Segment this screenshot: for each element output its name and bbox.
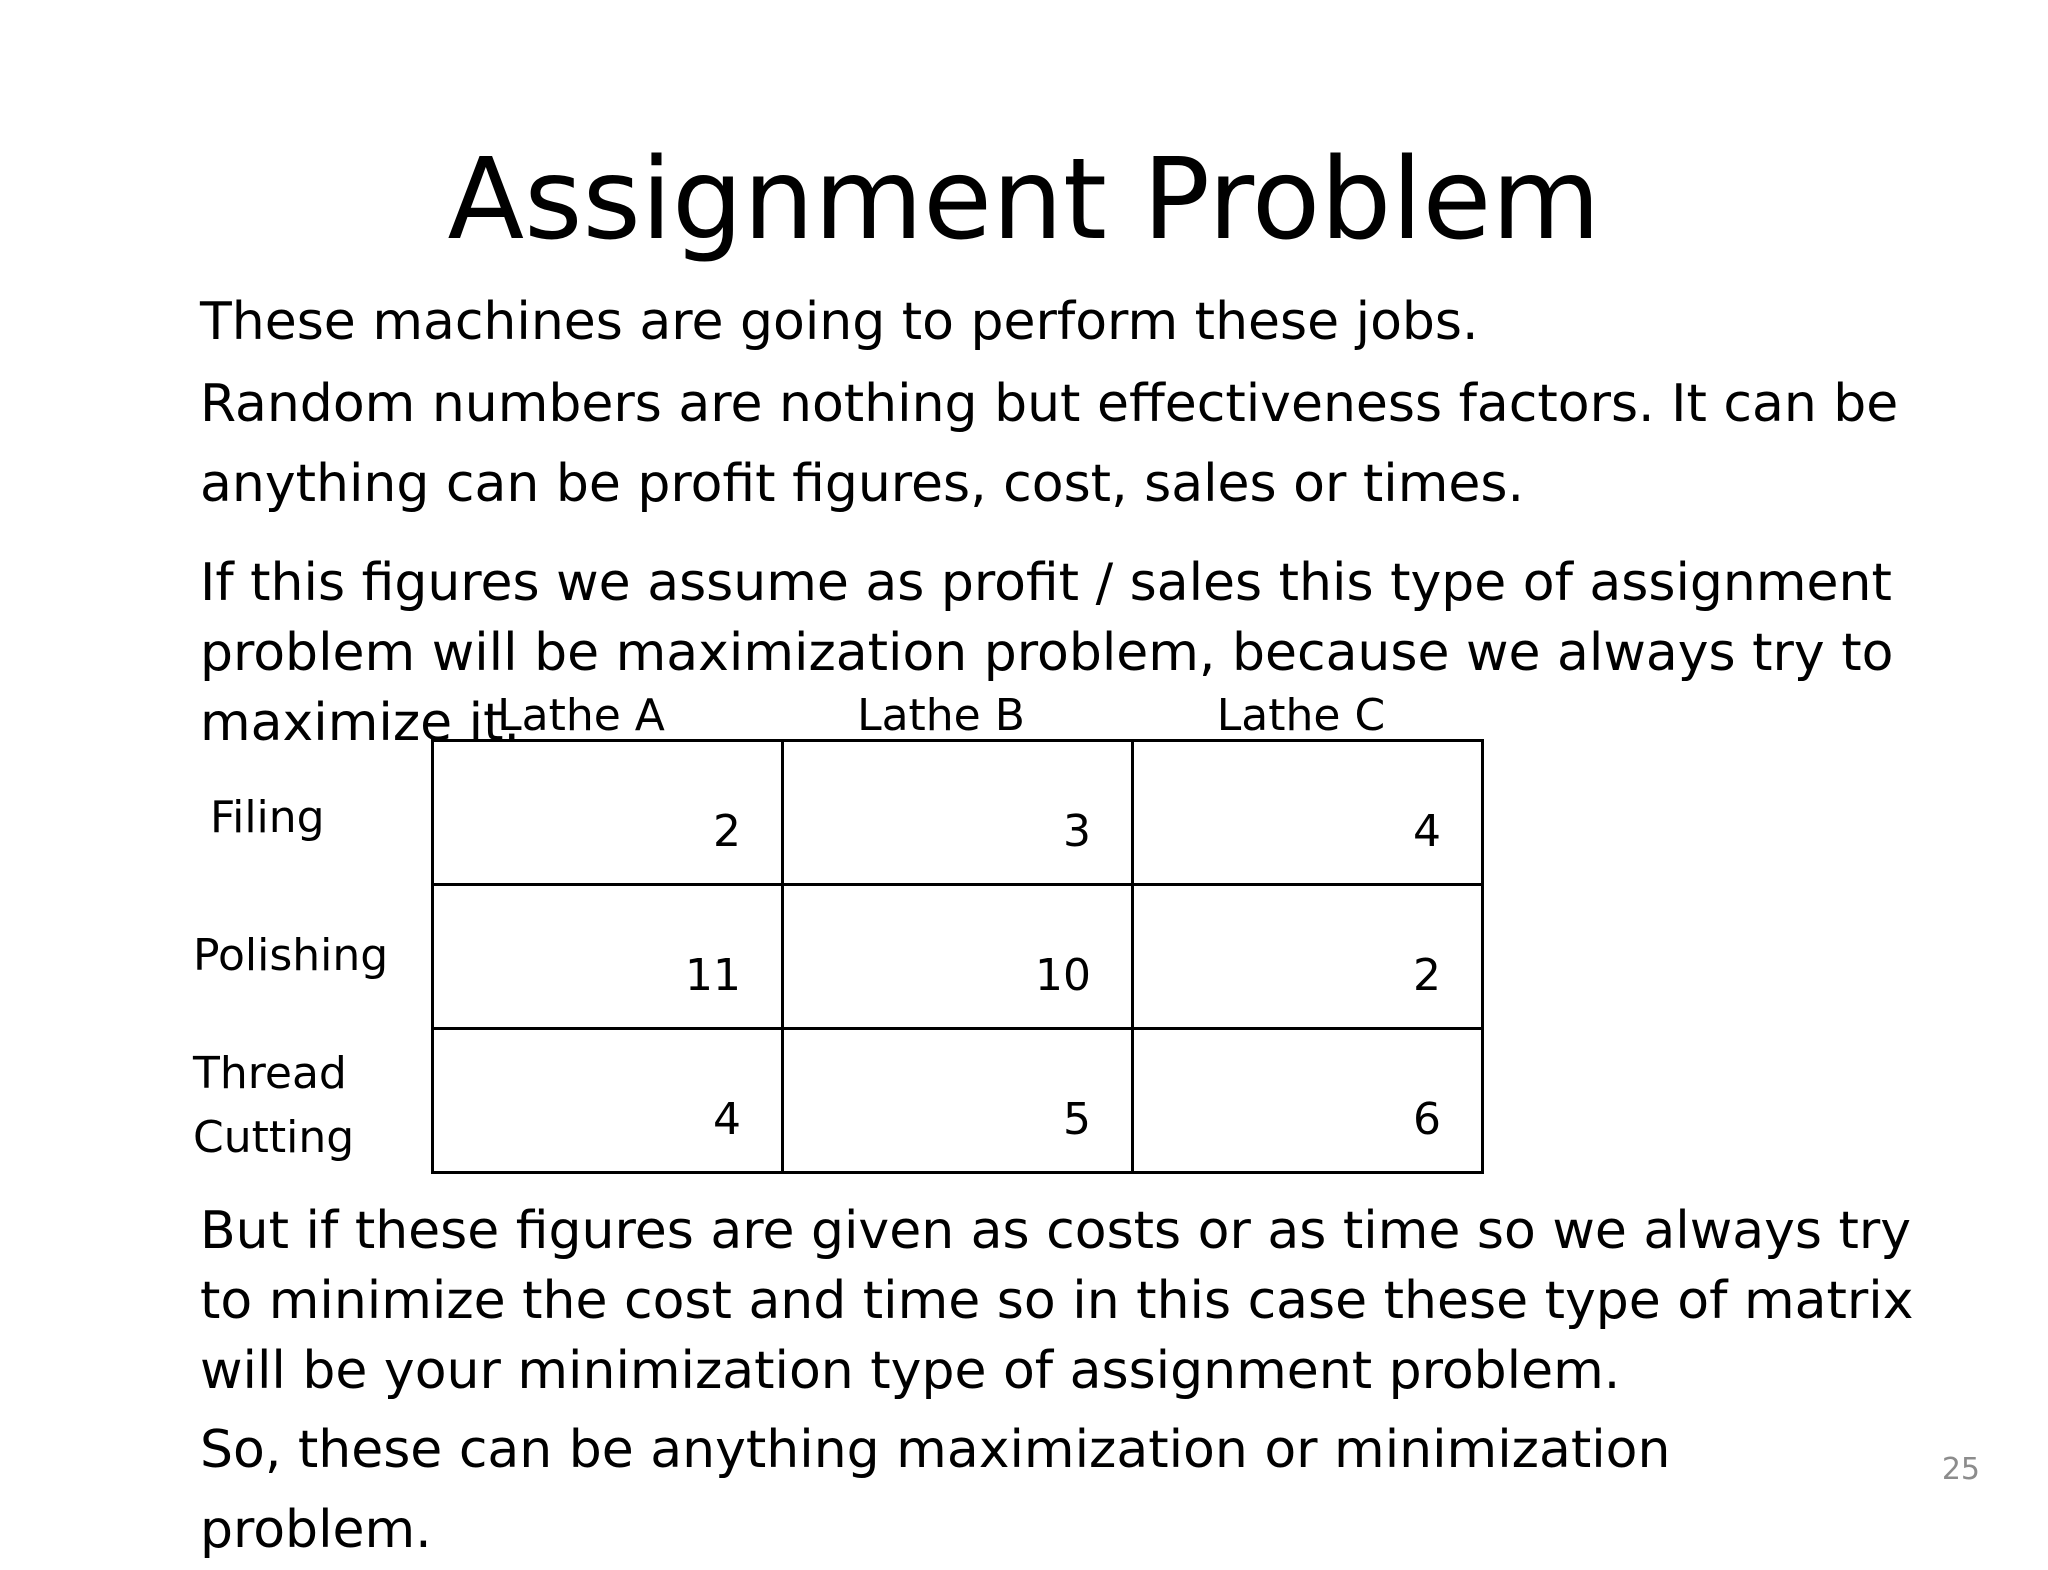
cell-thread-cutting-lathe-c: 6 (1133, 1029, 1483, 1173)
cell-filing-lathe-a: 2 (433, 741, 783, 885)
column-header-lathe-c: Lathe C (1216, 690, 1386, 741)
column-header-lathe-a: Lathe A (497, 690, 665, 741)
cell-thread-cutting-lathe-a: 4 (433, 1029, 783, 1173)
table-row (433, 885, 1483, 1029)
cell-polishing-lathe-a: 11 (433, 885, 783, 1029)
cell-thread-cutting-lathe-b: 5 (783, 1029, 1133, 1173)
paragraph-effectiveness-factors: Random numbers are nothing but effectiveness factors. It can be anything can be profit figures, cost, sales or times. (200, 374, 1915, 514)
paragraph-minimization: But if these figures are given as costs or as time so we always try to minimize the cost and time so in this case these type of matrix will be your minimization type of assignment problem. (200, 1201, 1930, 1401)
table-row (433, 1029, 1483, 1173)
cell-filing-lathe-b: 3 (783, 741, 1133, 885)
row-label-filing: Filing (210, 792, 325, 843)
column-header-lathe-b: Lathe B (857, 690, 1025, 741)
row-label-thread-cutting: Thread Cutting (193, 1048, 355, 1163)
slide-title: Assignment Problem (447, 135, 1601, 265)
table-row (433, 741, 1483, 885)
paragraph-maximization: If this figures we assume as profit / sales this type of assignment problem will be maximization problem, because we always try to maximize it. (200, 553, 1910, 753)
cell-filing-lathe-c: 4 (1133, 741, 1483, 885)
page-number: 25 (1941, 1452, 1980, 1487)
assignment-matrix (431, 739, 1484, 1174)
paragraph-machines-jobs: These machines are going to perform these jobs. (200, 292, 1479, 352)
paragraph-conclusion: So, these can be anything maximization or minimization problem. (200, 1420, 1687, 1560)
cell-polishing-lathe-c: 2 (1133, 885, 1483, 1029)
cell-polishing-lathe-b: 10 (783, 885, 1133, 1029)
row-label-polishing: Polishing (193, 930, 389, 981)
